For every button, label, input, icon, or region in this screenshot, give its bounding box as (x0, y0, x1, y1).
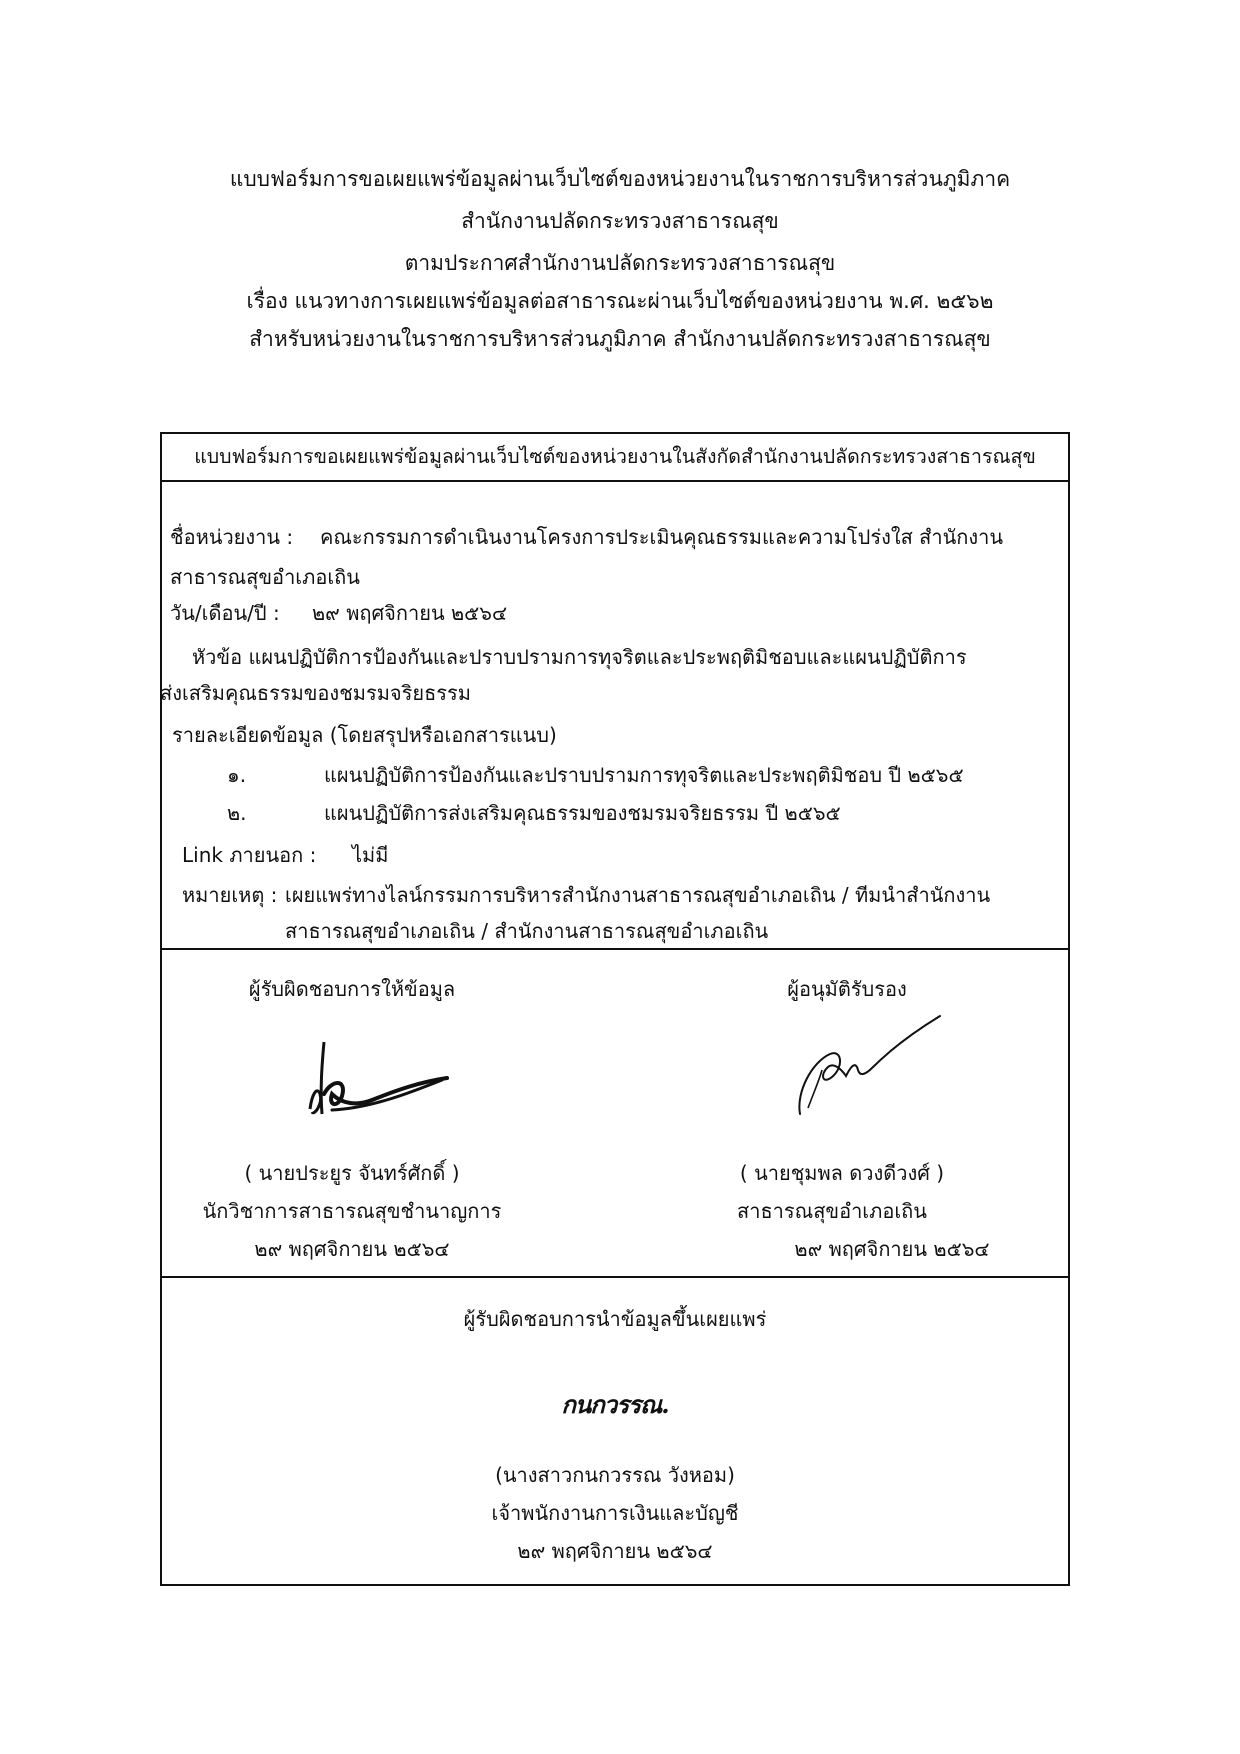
topic-line-2: ส่งเสริมคุณธรรมของชมรมจริยธรรม (160, 681, 471, 705)
left-signer-name: ( นายประยูร จันทร์ศักดิ์ ) (244, 1161, 460, 1185)
publication-form (160, 432, 1070, 1586)
link-value: ไม่มี (352, 843, 389, 867)
form-title (162, 434, 1068, 482)
left-signer-position: นักวิชาการสาธารณสุขชำนาญการ (202, 1199, 502, 1223)
document-header (0, 160, 1240, 358)
details-label: รายละเอียดข้อมูล (โดยสรุปหรือเอกสารแนบ) (172, 723, 557, 747)
header-line-2: สำนักงานปลัดกระทรวงสาธารณสุข (461, 209, 779, 233)
left-signature-mark (302, 1034, 452, 1124)
header-line-4: เรื่อง แนวทางการเผยแพร่ข้อมูลต่อสาธารณะผ่านเว็บไซต์ของหน่วยงาน พ.ศ. ๒๕๖๒ (246, 289, 994, 313)
right-approver-date: ๒๙ พฤศจิกายน ๒๕๖๔ (794, 1237, 990, 1261)
date-label: วัน/เดือน/ปี : (170, 601, 280, 625)
item-text: แผนปฏิบัติการป้องกันและปราบปรามการทุจริตและประพฤติมิชอบ ปี ๒๕๖๕ (324, 763, 964, 787)
item-text: แผนปฏิบัติการส่งเสริมคุณธรรมของชมรมจริยธรรม ปี ๒๕๖๕ (324, 801, 841, 825)
right-signature-block (737, 974, 1022, 1274)
header-line-1: แบบฟอร์มการขอเผยแพร่ข้อมูลผ่านเว็บไซต์ของหน่วยงานในราชการบริหารส่วนภูมิภาค (229, 167, 1011, 191)
note-line-1: เผยแพร่ทางไลน์กรรมการบริหารสำนักงานสาธารณสุขอำเภอเถิน / ทีมนำสำนักงาน (285, 883, 991, 907)
unit-value-line-1: คณะกรรมการดำเนินงานโครงการประเมินคุณธรรมและความโปร่งใส สำนักงาน (320, 525, 1004, 549)
right-approver-role: ผู้อนุมัติรับรอง (787, 977, 907, 1001)
signature-section (162, 950, 1068, 1278)
publisher-signature: กนกวรรณ. (561, 1390, 669, 1419)
publisher-name: (นางสาวกนกวรรณ วังหอม) (495, 1463, 735, 1487)
note-label: หมายเหตุ : (182, 883, 278, 907)
form-title-text: แบบฟอร์มการขอเผยแพร่ข้อมูลผ่านเว็บไซต์ของหน่วยงานในสังกัดสำนักงานปลัดกระทรวงสาธารณสุข (194, 445, 1036, 468)
publisher-position: เจ้าพนักงานการเงินและบัญชี (491, 1501, 739, 1525)
right-signature-mark (792, 1012, 942, 1122)
header-line-3: ตามประกาศสำนักงานปลัดกระทรวงสาธารณสุข (404, 251, 836, 275)
item-number: ๑. (227, 763, 247, 787)
note-line-2: สาธารณสุขอำเภอเถิน / สำนักงานสาธารณสุขอำเภอเถิน (285, 919, 769, 943)
header-line-5: สำหรับหน่วยงานในราชการบริหารส่วนภูมิภาค สำนักงานปลัดกระทรวงสาธารณสุข (249, 327, 991, 351)
date-value: ๒๙ พฤศจิกายน ๒๕๖๔ (312, 601, 508, 625)
left-signer-date: ๒๙ พฤศจิกายน ๒๕๖๔ (254, 1237, 450, 1261)
unit-value-line-2: สาธารณสุขอำเภอเถิน (170, 565, 360, 589)
unit-label: ชื่อหน่วยงาน : (170, 525, 294, 549)
publisher-role: ผู้รับผิดชอบการนำข้อมูลขึ้นเผยแพร่ (463, 1307, 767, 1331)
item-number: ๒. (227, 801, 247, 825)
form-info-section (162, 482, 1068, 950)
publisher-date: ๒๙ พฤศจิกายน ๒๕๖๔ (517, 1539, 713, 1563)
right-approver-name: ( นายชุมพล ดวงดีวงศ์ ) (739, 1161, 945, 1185)
left-signature-block (202, 974, 502, 1274)
publisher-section (162, 1278, 1068, 1584)
right-approver-position: สาธารณสุขอำเภอเถิน (737, 1199, 927, 1223)
left-signer-role: ผู้รับผิดชอบการให้ข้อมูล (248, 977, 456, 1001)
link-label: Link ภายนอก : (182, 843, 317, 867)
topic-line-1: หัวข้อ แผนปฏิบัติการป้องกันและปราบปรามการทุจริตและประพฤติมิชอบและแผนปฏิบัติการ (192, 645, 967, 669)
